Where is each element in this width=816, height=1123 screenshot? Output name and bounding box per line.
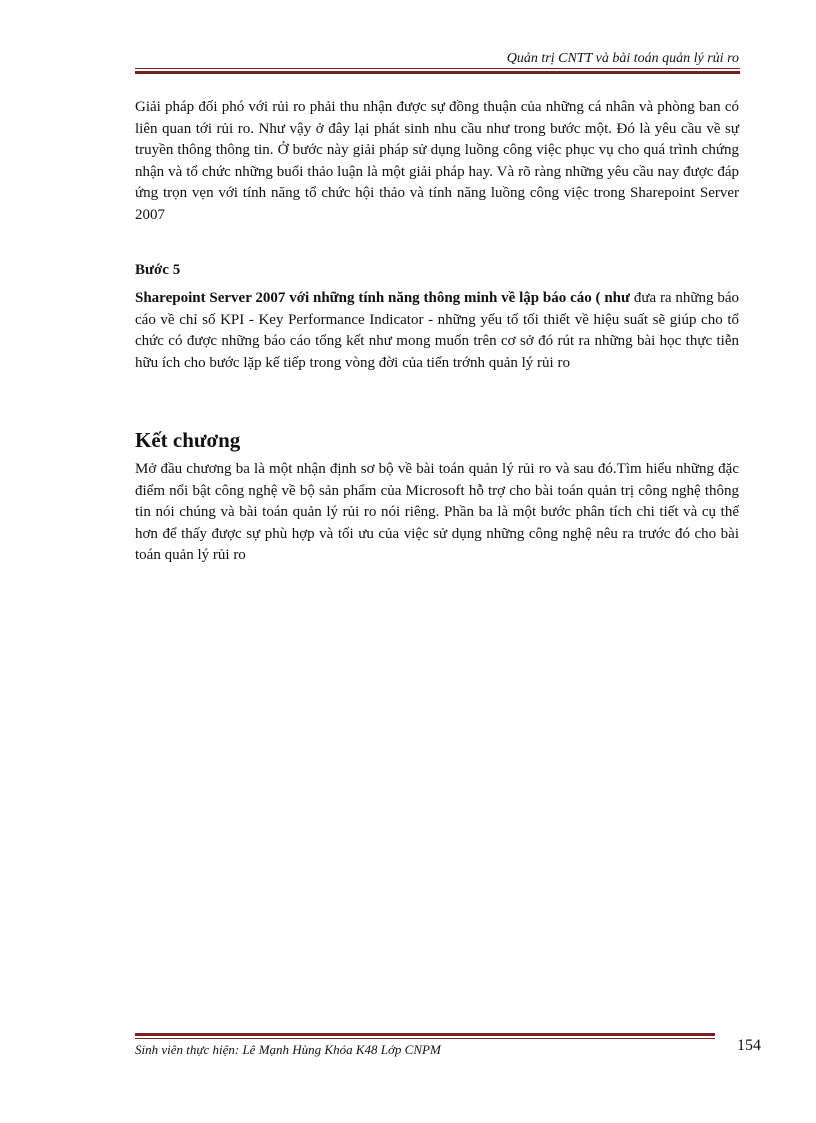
header-rule bbox=[135, 68, 740, 74]
paragraph-reporting-rest: đưa ra những báo cáo về chỉ số KPI - Key Performance Indicator - những yếu tố tối thiết về hiệu suất sẽ giúp cho tổ chức có được những báo cáo tổng kết như mong muốn trên cơ sở đó rút ra những bài học thực tiễn hữu ích cho bước lặp kế tiếp trong vòng đời của tiến trớnh quản lý rủi ro bbox=[135, 290, 740, 371]
section-heading-conclusion: Kết chương bbox=[135, 428, 241, 452]
page-number: 154 bbox=[737, 1037, 761, 1054]
header-title: Quản trị CNTT và bài toán quản lý rủi ro bbox=[506, 51, 739, 66]
paragraph-chapter-summary: Mở đầu chương ba là một nhận định sơ bộ về bài toán quản lý rủi ro và sau đó.Tìm hiểu những đặc điểm nổi bật công nghệ về bộ sản phẩm của Microsoft hỗ trợ cho bài toán quản trị công nghệ thông tin nói chúng và bài toán quản lý rủi ro nói riêng. Phần ba là một bước phân tích chi tiết và cụ thể hơn để thấy được sự phù hợp và tối ưu của việc sử dụng những công nghệ nêu ra trước đó cho bài toán quản lý rủi ro bbox=[135, 461, 739, 564]
footer-rule bbox=[135, 1033, 715, 1039]
paragraph-reporting-lead: Sharepoint Server 2007 với những tính năng thông minh về lập báo cáo ( như bbox=[135, 290, 631, 306]
paragraph-reporting bbox=[135, 288, 739, 374]
paragraph-response-consensus: Giải pháp đối phó với rủi ro phải thu nhận được sự đồng thuận của những cá nhân và phòng ban có liên quan tới rủi ro. Như vậy ở đây lại phát sinh nhu cầu như trong bước một. Đó là yêu cầu về sự truyền thông thông tin. Ở bước này giải pháp sử dụng luồng công việc phục vụ cho quá trình chứng nhận và tổ chức những buổi thảo luận là một giải pháp hay. Và rõ ràng những yêu cầu nay được đáp ứng trọn vẹn với tính năng tổ chức hội thảo và tính năng luồng công việc trong Sharepoint Server 2007 bbox=[135, 99, 739, 223]
step-5-heading: Bước 5 bbox=[135, 262, 181, 278]
footer-author: Sinh viên thực hiện: Lê Mạnh Hùng Khóa K48 Lớp CNPM bbox=[135, 1042, 441, 1057]
